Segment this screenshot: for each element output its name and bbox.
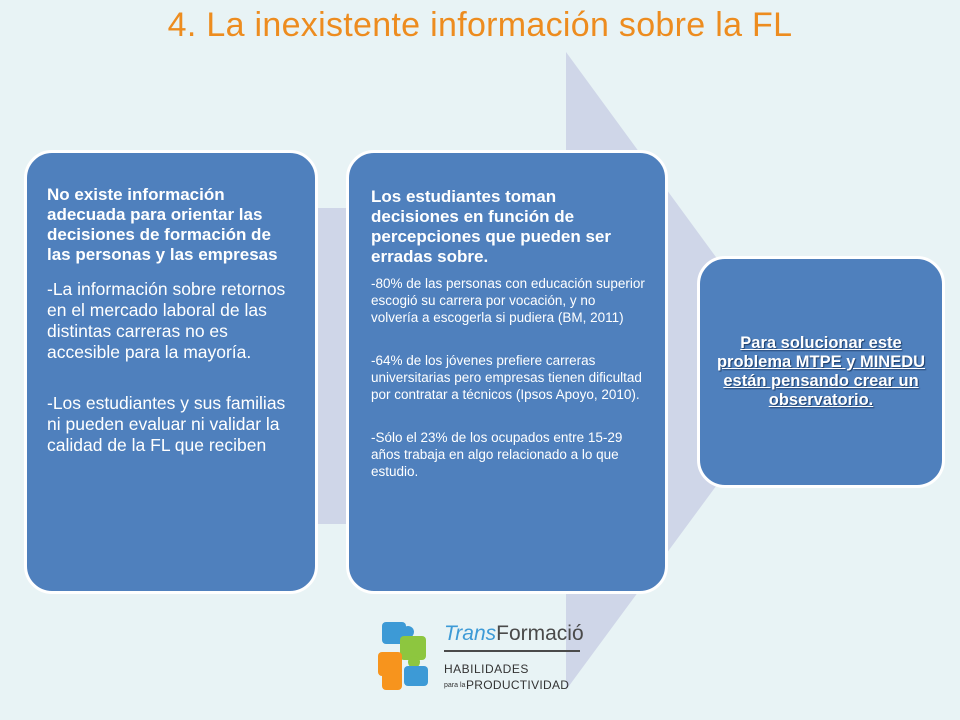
logo-tagline-2: PRODUCTIVIDAD [466, 678, 570, 692]
info-box-solution [697, 256, 945, 488]
logo-wordmark-formacion: Formació [496, 622, 584, 645]
info-box-problem [24, 150, 318, 594]
box2-item: -80% de las personas con educación superior escogió su carrera por vocación, y no volvería a escogerla si pudiera (BM, 2011) [371, 276, 645, 325]
info-box-perceptions [346, 150, 668, 594]
box2-heading: Los estudiantes toman decisiones en función de percepciones que pueden ser erradas sobre. [371, 187, 611, 266]
logo-tagline-small: para la [444, 682, 466, 689]
box1-heading: No existe información adecuada para orientar las decisiones de formación de las personas y las empresas [47, 185, 278, 264]
transformacion-logo [374, 616, 584, 698]
box1-item: -La información sobre retornos en el mercado laboral de las distintas carreras no es accesible para la mayoría. [47, 279, 286, 362]
box2-item: -Sólo el 23% de los ocupados entre 15-29 años trabaja en algo relacionado a lo que estudio. [371, 430, 623, 479]
box1-item: -Los estudiantes y sus familias ni pueden evaluar ni validar la calidad de la FL que reciben [47, 393, 286, 455]
box3-text: Para solucionar este problema MTPE y MINEDU están pensando crear un observatorio. [716, 334, 926, 409]
box2-item: -64% de los jóvenes prefiere carreras universitarias pero empresas tienen dificultad por contratar a técnicos (Ipsos Apoyo, 2010). [371, 353, 642, 402]
logo-divider [444, 650, 580, 652]
puzzle-pieces-icon [374, 616, 444, 696]
logo-tagline-1: HABILIDADES [444, 662, 529, 676]
logo-wordmark-trans: Trans [444, 622, 497, 645]
logo-wordmark [444, 622, 584, 646]
page-title: 4. La inexistente información sobre la FL [167, 6, 793, 44]
